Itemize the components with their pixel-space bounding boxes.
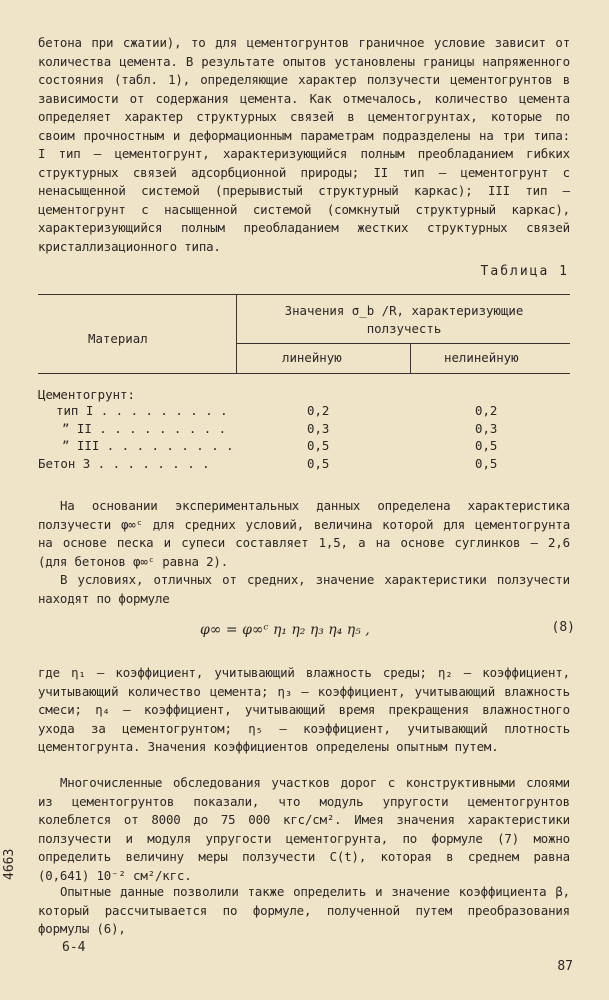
table-cell-linear: 0,3 (307, 421, 330, 436)
table-cell-nonlinear: 0,5 (475, 438, 498, 453)
table-row-label: ” III . . . . . . . . . (62, 438, 234, 453)
page-number: 87 (557, 959, 573, 974)
table-vrule-2 (410, 343, 411, 374)
paragraph-3: В условиях, отличных от средних, значение характеристики ползучести находят по формуле (38, 572, 570, 606)
table-header-material: Материал (88, 331, 148, 346)
table-group-label: Цементогрунт: (38, 387, 135, 402)
table-cell-linear: 0,5 (307, 456, 330, 471)
table-header-bottom-rule (38, 373, 570, 374)
table-header-linear: линейную (282, 350, 342, 365)
table-cell-nonlinear: 0,3 (475, 421, 498, 436)
paragraph-6: Опытные данные позволили также определить и значение коэффициента β, который рассчитывается по формуле, полученной путем преобразования формулы (6), (38, 884, 570, 936)
paragraph-1: бетона при сжатии), то для цементогрунтов граничное условие зависит от количества цемента. В результате опытов установлены границы напряженного состояния (табл. 1), определяющие характер ползучести цементогрунтов в зависимости от содержания цемента. Как отмечалось, количество цемента определяет характер структурных связей в цементогрунтах, которые по своим прочностным и деформационным параметрам подразделены на три типа: I тип – цементогрунт, характеризующийся полным преобладанием гибких структурных связей адсорбционной природы; II тип – цементогрунт с ненасыщенной системой (прерывистый структурный каркас); III тип – цементогрунт с насыщенной системой (сомкнутый структурный каркас), характеризующийся полным преобладанием жестких структурных связей кристаллизационного типа. (38, 35, 570, 254)
table-header-nonlinear: нелинейную (444, 350, 519, 365)
paragraph-5: Многочисленные обследования участков дорог с конструктивными слоями из цементогрунтов показали, что модуль упругости цементогрунтов колеблется от 8000 до 75 000 кгс/см². Имея значения характеристики ползучести и модуля упругости цементогрунта, по формуле (7) можно определить величину меры ползучести C(t), которая в среднем равна (0,641) 10⁻² см²/кгс. (38, 775, 570, 883)
formula-8: φ∞ = φ∞ᶜ η₁ η₂ η₃ η₄ η₅ , (200, 622, 370, 638)
paragraph-2: На основании экспериментальных данных определена характеристика ползучести φ∞ᶜ для средних условий, величина которой для цементогрунта на основе песка и супеси составляет 1,5, а на основе суглинков – 2,6 (для бетонов φ∞ᶜ равна 2). (38, 498, 570, 569)
table-cell-nonlinear: 0,5 (475, 456, 498, 471)
table-caption: Таблица 1 (480, 264, 569, 279)
paragraph-4: где η₁ – коэффициент, учитывающий влажность среды; η₂ – коэффициент, учитывающий количество цемента; η₃ – коэффициент, учитывающий влажность смеси; η₄ – коэффициент, учитывающий время прекращения влажностного ухода за цементогрунтом; η₅ – коэффициент, учитывающий плотность цементогрунта. Значения коэффициентов определены опытным путем. (38, 665, 570, 754)
table-cell-linear: 0,5 (307, 438, 330, 453)
table-cell-linear: 0,2 (307, 403, 330, 418)
table-vrule-1 (236, 294, 237, 374)
table-mid-rule (237, 343, 570, 344)
formula-number: (8) (551, 620, 575, 635)
table-header-group: Значения σ_b /R, характеризующие ползучесть (284, 303, 524, 336)
table-top-rule (38, 294, 570, 295)
table-row-label: ” II . . . . . . . . . (62, 421, 227, 436)
signature-mark: 6-4 (62, 940, 86, 955)
side-stamp-number: 4663 (2, 848, 17, 880)
table-row-label: Бетон 3 . . . . . . . . (38, 456, 210, 471)
table-row-label: тип I . . . . . . . . . (56, 403, 228, 418)
table-cell-nonlinear: 0,2 (475, 403, 498, 418)
